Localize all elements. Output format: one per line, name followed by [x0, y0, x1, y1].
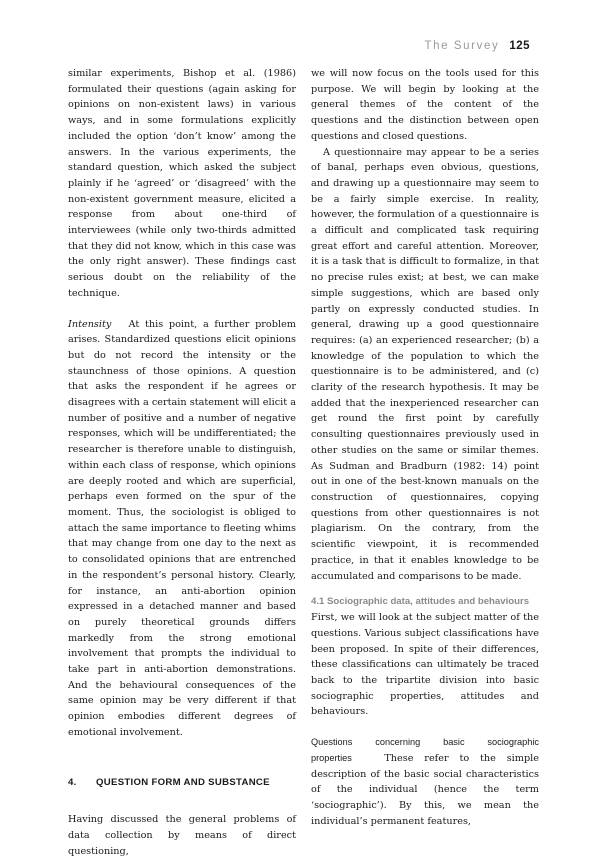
running-header	[425, 40, 531, 52]
paragraph: A questionnaire may appear to be a series of banal, perhaps even obvious, questions, and drawing up a questionnaire may seem to be a fairly simple exercise. In reality, however, the formulation of a questionnaire is a difficult and complicated task requiring great effort and careful attention. Moreover, it is a task that is difficult to formalize, in that no precise rules exist; at best, we can make simple suggestions, which are based only partly on expressly conducted studies. In general, drawing up a good questionnaire requires: (a) an experienced researcher; (b) a knowledge of the population to which the questionnaire is to be administered, and (c) clarity of the research hypothesis. It may be added that the inexperienced researcher can get round the first point by carefully consulting questionnaires previously used in other studies on the same or similar themes. As Sudman and Bradburn (1982: 14) point out in one of the best-known manuals on the construction of questionnaires, copying questions from other questionnaires is not plagiarism. On the contrary, from the scientific viewpoint, it is recommended practice, in that it enables knowledge to be accumulated and comparisons to be made.	[311, 146, 539, 582]
subsection-heading: 4.1 Sociographic data, attitudes and behaviours	[311, 596, 530, 608]
left-column	[68, 66, 296, 859]
paragraph-sociographic	[311, 735, 539, 829]
paragraph-text: These refer to the simple description of the basic social characteristics of the individual (hence the term ‘sociographic’). By this, we mean the individual’s permanent features,	[311, 752, 539, 827]
paragraph-text: At this point, a further problem arises. Standardized questions elicit opinions but do not record the intensity or the staunchness of those opinions. A question that asks the respondent if he agrees or disagrees with a certain statement will elicit a number of positive and a number of negative responses, which will be undifferentiated; the researcher is therefore unable to distinguish, within each class of response, which opinions are deeply rooted and which are superficial, perhaps even formed on the spur of the moment. Thus, the sociologist is obliged to attach the same importance to fleeting whims that may change from one day to the next as to consolidated opinions that are entrenched in the respondent’s personal history. Clearly, for instance, an anti-abortion opinion expressed in a detached manner and based on purely theoretical grounds differs markedly from the strong emotional involvement that prompts the individual to take part in anti-abortion demonstrations. And the behavioural consequences of the same opinion may be very different if that opinion embodies different degrees of emotional involvement.	[68, 318, 296, 738]
runin-heading-sociographic: Questions concerning basic sociographic properties	[311, 737, 539, 763]
page-number: 125	[509, 40, 530, 52]
right-column	[311, 66, 539, 829]
paragraph: Having discussed the general problems of data collection by means of direct questioning,	[68, 814, 296, 857]
paragraph: we will now focus on the tools used for this purpose. We will begin by looking at the general themes of the content of the questions and the distinction between open questions and closed questions.	[311, 68, 539, 142]
section-title: QUESTION FORM AND SUBSTANCE	[96, 776, 270, 788]
running-title: The Survey	[424, 40, 500, 52]
section-heading	[68, 775, 296, 791]
paragraph: First, we will look at the subject matter of the questions. Various subject classifications have been proposed. In spite of their differences, these classifications can ultimately be traced back to the tripartite division into basic sociographic properties, attitudes and behaviours.	[311, 612, 539, 718]
runin-heading-intensity: Intensity	[68, 318, 112, 330]
section-number: 4.	[68, 776, 77, 788]
paragraph: similar experiments, Bishop et al. (1986) formulated their questions (again asking for opinions on non-existent laws) in various ways, and in some formulations explicitly included the option ‘don’t know’ among the answers. In the various experiments, the standard question, which asked the subject plainly if he ‘agreed’ or ‘disagreed’ with the non-existent government measure, elicited a response from about one-third of interviewees (while only two-thirds admitted that they did not know, which in this case was the only right answer). These findings cast serious doubt on the reliability of the technique.	[68, 68, 296, 299]
paragraph-intensity	[68, 317, 296, 741]
